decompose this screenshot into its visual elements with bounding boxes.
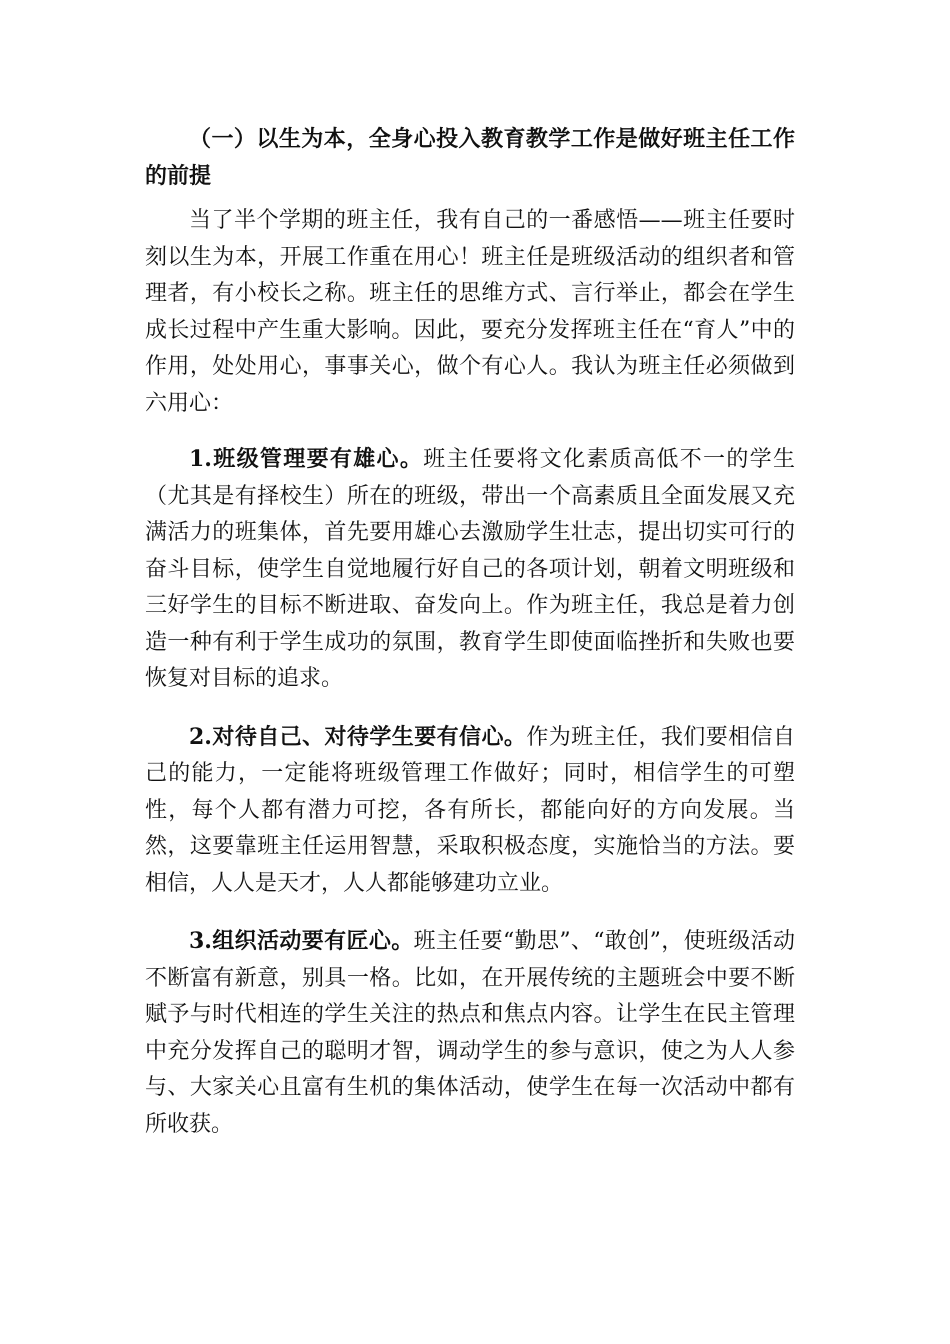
paragraph-gap	[145, 902, 795, 923]
paragraph-gap	[145, 698, 795, 719]
point-text-3: 班主任要“勤思”、“敢创”，使班级活动不断富有新意，别具一格。比如，在开展传统的主题班会中要不断赋予与时代相连的学生关注的热点和焦点内容。让学生在民主管理中充分发挥自己的聪明才智，调动学生的参与意识，使之为人人参与、大家关心且富有生机的集体活动，使学生在每一次活动中都有所收获。	[145, 929, 796, 1137]
point-lead-3: 3.组织活动要有匠心。	[189, 928, 414, 954]
point-paragraph-1	[145, 441, 795, 698]
point-lead-1: 1.班级管理要有雄心。	[189, 446, 424, 472]
point-text-2: 作为班主任，我们要相信自己的能力，一定能将班级管理工作做好；同时，相信学生的可塑性，每个人都有潜力可挖，各有所长，都能向好的方向发展。当然，这要靠班主任运用智慧，采取积极态度，实施恰当的方法。要相信，人人是天才，人人都能够建功立业。	[145, 724, 795, 896]
point-text-1: 班主任要将文化素质高低不一的学生（尤其是有择校生）所在的班级，带出一个高素质且全面发展又充满活力的班集体，首先要用雄心去激励学生壮志，提出切实可行的奋斗目标，使学生自觉地履行好自己的各项计划，朝着文明班级和三好学生的目标不断进取、奋发向上。作为班主任，我总是着力创造一种有利于学生成功的氛围，教育学生即使面临挫折和失败也要恢复对目标的追求。	[145, 447, 795, 691]
point-paragraph-3	[145, 923, 795, 1143]
intro-paragraph: 当了半个学期的班主任，我有自己的一番感悟——班主任要时刻以生为本，开展工作重在用心！班主任是班级活动的组织者和管理者，有小校长之称。班主任的思维方式、言行举止，都会在学生成长过程中产生重大影响。因此，要充分发挥班主任在“育人”中的作用，处处用心，事事关心，做个有心人。我认为班主任必须做到六用心：	[145, 208, 795, 416]
section-heading: （一）以生为本，全身心投入教育教学工作是做好班主任工作的前提	[145, 126, 795, 189]
document-body	[145, 121, 795, 1143]
paragraph-gap	[145, 422, 795, 441]
point-lead-2: 2.对待自己、对待学生要有信心。	[189, 723, 527, 750]
point-paragraph-2	[145, 719, 795, 903]
